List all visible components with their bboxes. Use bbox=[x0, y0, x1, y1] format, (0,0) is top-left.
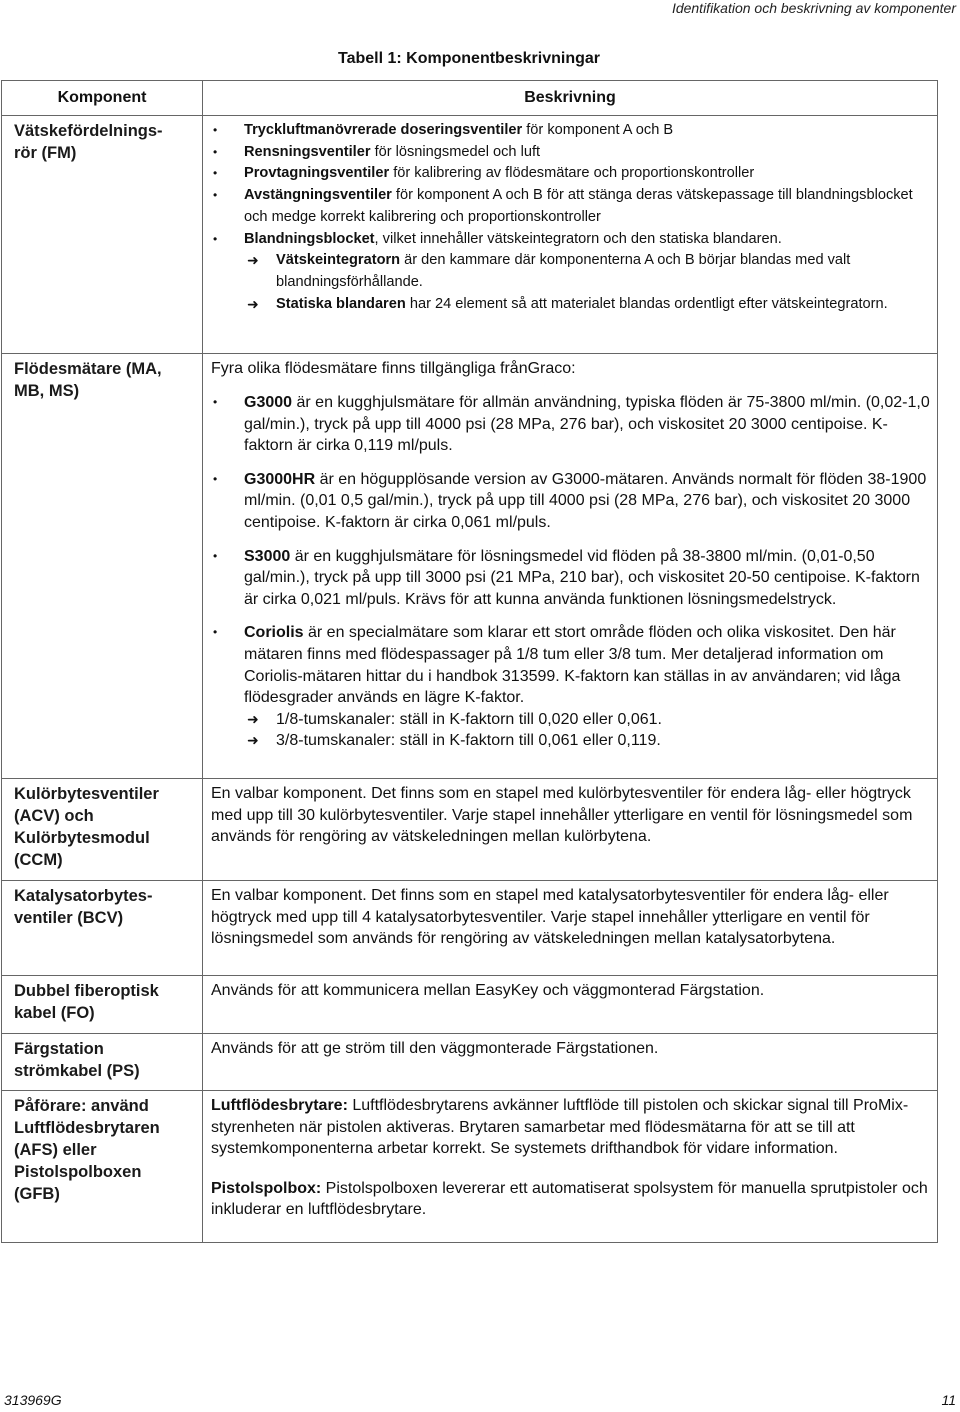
doc-number: 313969G bbox=[4, 1392, 62, 1408]
table-row-bcv bbox=[2, 881, 938, 976]
table-row-fm bbox=[2, 116, 938, 354]
description-cell-fo bbox=[203, 976, 938, 1034]
item-text: är en kugghjulsmätare för lösningsmedel vid flöden på 38-3800 ml/min. (0,01-0,50 gal/min.), tryck på upp till 3000 psi (21 MPa, 210 bar), och viskositet 20-50 centipoise. K-faktorn är cirka 0,021 ml/puls. Krävs för att kunna använda funktionen lösningsmedelstryck. bbox=[244, 547, 920, 608]
list-item bbox=[211, 469, 931, 534]
description-cell-ps bbox=[203, 1034, 938, 1091]
arrow-icon: ➜ bbox=[247, 295, 259, 312]
component-name-ccm: Kulörbytesventiler (ACV) och Kulörbytesmodul (CCM) bbox=[14, 785, 159, 869]
component-name-fo: Dubbel fiberoptisk kabel (FO) bbox=[14, 982, 159, 1022]
item-text: för kalibrering av flödesmätare och proportionskontroller bbox=[389, 165, 755, 182]
list-item bbox=[211, 185, 931, 228]
component-cell-ps bbox=[2, 1034, 203, 1091]
item-bold: Vätskeintegratorn bbox=[276, 252, 401, 269]
item-text: , vilket innehåller vätskeintegratorn och den statiska blandaren. bbox=[374, 230, 782, 247]
item-bold: Coriolis bbox=[244, 624, 304, 642]
item-text: har 24 element så att materialet blandas ordentligt efter vätskeintegratorn. bbox=[405, 295, 888, 312]
description-cell-fm bbox=[203, 116, 938, 354]
flow-sub-list bbox=[211, 709, 931, 752]
item-bold: Blandningsblocket bbox=[244, 230, 375, 247]
item-text: för komponent A och B bbox=[522, 122, 674, 138]
ps-text: Används för att ge ström till den väggmonterade Färgstationen. bbox=[211, 1040, 659, 1057]
item-text: är en specialmätare som klarar ett stort område flöden och olika viskositet. Den här mätaren finns med flödespassager på 1/8 tum eller 3/8 tum. Mer detaljerad information om Coriolis-mätaren hittar du i handbok 313599. K-faktorn kan ställas in av användaren; vid låga flödesgrader används en lägre K-faktor. bbox=[244, 624, 901, 707]
sub-list-item bbox=[211, 709, 931, 731]
component-cell-bcv bbox=[2, 881, 203, 976]
afs-paragraph bbox=[211, 1095, 931, 1160]
table-row-ccm bbox=[2, 779, 938, 881]
item-bold: G3000 bbox=[244, 394, 293, 411]
item-bold: Rensningsventiler bbox=[244, 143, 371, 160]
table-title: Tabell 1: Komponentbeskrivningar bbox=[338, 50, 600, 67]
list-item bbox=[211, 142, 931, 164]
section-header: Identifikation och beskrivning av komponenter bbox=[671, 0, 956, 16]
list-item bbox=[211, 229, 931, 251]
flow-item-list bbox=[211, 392, 931, 709]
fm-sub-list bbox=[211, 250, 931, 315]
item-text: Luftflödesbrytarens avkänner luftflöde till pistolen och skickar signal till ProMix-styrenheten när pistolen aktiveras. Brytaren samarbetar med flödesmätarna för att se till att systemkomponenterna arbetar korrekt. Se systemets drifthandbok för vidare information. bbox=[211, 1097, 909, 1158]
item-text: 3/8-tumskanaler: ställ in K-faktorn till 0,061 eller 0,119. bbox=[276, 732, 661, 750]
list-item bbox=[211, 622, 931, 708]
sub-list-item bbox=[211, 730, 931, 752]
description-cell-ccm bbox=[203, 779, 938, 881]
fm-item-list bbox=[211, 120, 931, 250]
list-item bbox=[211, 392, 931, 457]
component-name-afs: Påförare: använd Luftflödesbrytaren (AFS) eller Pistolspolboxen (GFB) bbox=[14, 1097, 160, 1203]
arrow-icon: ➜ bbox=[247, 710, 259, 727]
item-text: är en kugghjulsmätare för allmän användning, typiska flöden är 75-3800 ml/min. (0,02-1,0 gal/min.), tryck på upp till 4000 psi (28 MPa, 276 bar), och viskositet 20 3000 centipoise. K-faktorn är cirka 0,119 ml/puls. bbox=[244, 394, 930, 455]
arrow-icon: ➜ bbox=[247, 732, 259, 749]
page-number: 11 bbox=[941, 1392, 956, 1408]
component-cell-ccm bbox=[2, 779, 203, 881]
list-item bbox=[211, 163, 931, 185]
sub-list-item bbox=[211, 294, 931, 316]
table-row-afs bbox=[2, 1091, 938, 1243]
component-cell-flow bbox=[2, 354, 203, 779]
item-bold: Pistolspolbox: bbox=[211, 1179, 322, 1197]
component-name-bcv: Katalysatorbytes-ventiler (BCV) bbox=[14, 887, 153, 927]
item-bold: Tryckluftmanövrerade doseringsventiler bbox=[244, 122, 523, 138]
table-header-row bbox=[2, 81, 938, 116]
item-bold: Luftflödesbrytare: bbox=[211, 1097, 348, 1114]
item-text: 1/8-tumskanaler: ställ in K-faktorn till 0,020 eller 0,061. bbox=[276, 710, 662, 728]
component-name-flow: Flödesmätare (MA, MB, MS) bbox=[14, 360, 162, 400]
table-row-ps bbox=[2, 1034, 938, 1091]
item-text: är den kammare där komponenterna A och B börjar blandas med valt blandningsförhållande. bbox=[276, 252, 851, 290]
description-cell-flow bbox=[203, 354, 938, 779]
gfb-paragraph bbox=[211, 1178, 931, 1221]
arrow-icon: ➜ bbox=[247, 252, 259, 269]
component-cell-fo bbox=[2, 976, 203, 1034]
column-header-description: Beskrivning bbox=[203, 81, 938, 116]
list-item bbox=[211, 120, 931, 142]
item-bold: S3000 bbox=[244, 547, 291, 565]
fo-text: Används för att kommunicera mellan EasyKey och väggmonterad Färgstation. bbox=[211, 982, 765, 999]
item-text: för lösningsmedel och luft bbox=[370, 143, 541, 160]
component-cell-afs bbox=[2, 1091, 203, 1243]
component-cell-fm bbox=[2, 116, 203, 354]
component-name-ps: Färgstation strömkabel (PS) bbox=[14, 1040, 140, 1080]
item-bold: Statiska blandaren bbox=[276, 295, 406, 312]
bcv-text: En valbar komponent. Det finns som en stapel med katalysatorbytesventiler för endera låg- eller högtryck med upp till 4 katalysatorbytesventiler. Varje stapel innehåller ytterligare en ventil för lösningsmedel som används för rengöring av vätskeledningen mellan katalysatorbytena. bbox=[211, 887, 889, 948]
description-cell-afs bbox=[203, 1091, 938, 1243]
column-header-component: Komponent bbox=[2, 81, 203, 116]
ccm-text: En valbar komponent. Det finns som en stapel med kulörbytesventiler för endera låg- eller högtryck med upp till 30 kulörbytesventiler. Varje stapel innehåller ytterligare en ventil för lösningsmedel som används för rengöring av vätskeledningen mellan kulörbytena. bbox=[211, 785, 913, 846]
item-bold: Provtagningsventiler bbox=[244, 165, 390, 182]
sub-list-item bbox=[211, 250, 931, 293]
item-bold: Avstängningsventiler bbox=[244, 187, 392, 204]
table-row-fo bbox=[2, 976, 938, 1034]
description-cell-bcv bbox=[203, 881, 938, 976]
list-item bbox=[211, 546, 931, 611]
table-row-flow bbox=[2, 354, 938, 779]
component-name-fm: Vätskefördelnings-rör (FM) bbox=[14, 122, 163, 162]
component-table bbox=[1, 80, 938, 1243]
item-text: för komponent A och B för att stänga deras vätskepassage till blandningsblocket och medge korrekt kalibrering och proportionskontroller bbox=[244, 187, 913, 225]
flow-intro: Fyra olika flödesmätare finns tillgängliga frånGraco: bbox=[211, 360, 576, 377]
item-text: Pistolspolboxen levererar ett automatiserat spolsystem för manuella sprutpistoler och inkluderar en luftflödesbrytare. bbox=[211, 1179, 928, 1219]
item-bold: G3000HR bbox=[244, 470, 316, 488]
item-text: är en högupplösande version av G3000-mätaren. Används normalt för flöden 38-1900 ml/min. (0,01 0,5 gal/min.), tryck på upp till 4000 psi (28 MPa, 276 bar), och viskositet 20 3000 centipoise. K-faktorn är cirka 0,061 ml/puls. bbox=[244, 470, 927, 531]
